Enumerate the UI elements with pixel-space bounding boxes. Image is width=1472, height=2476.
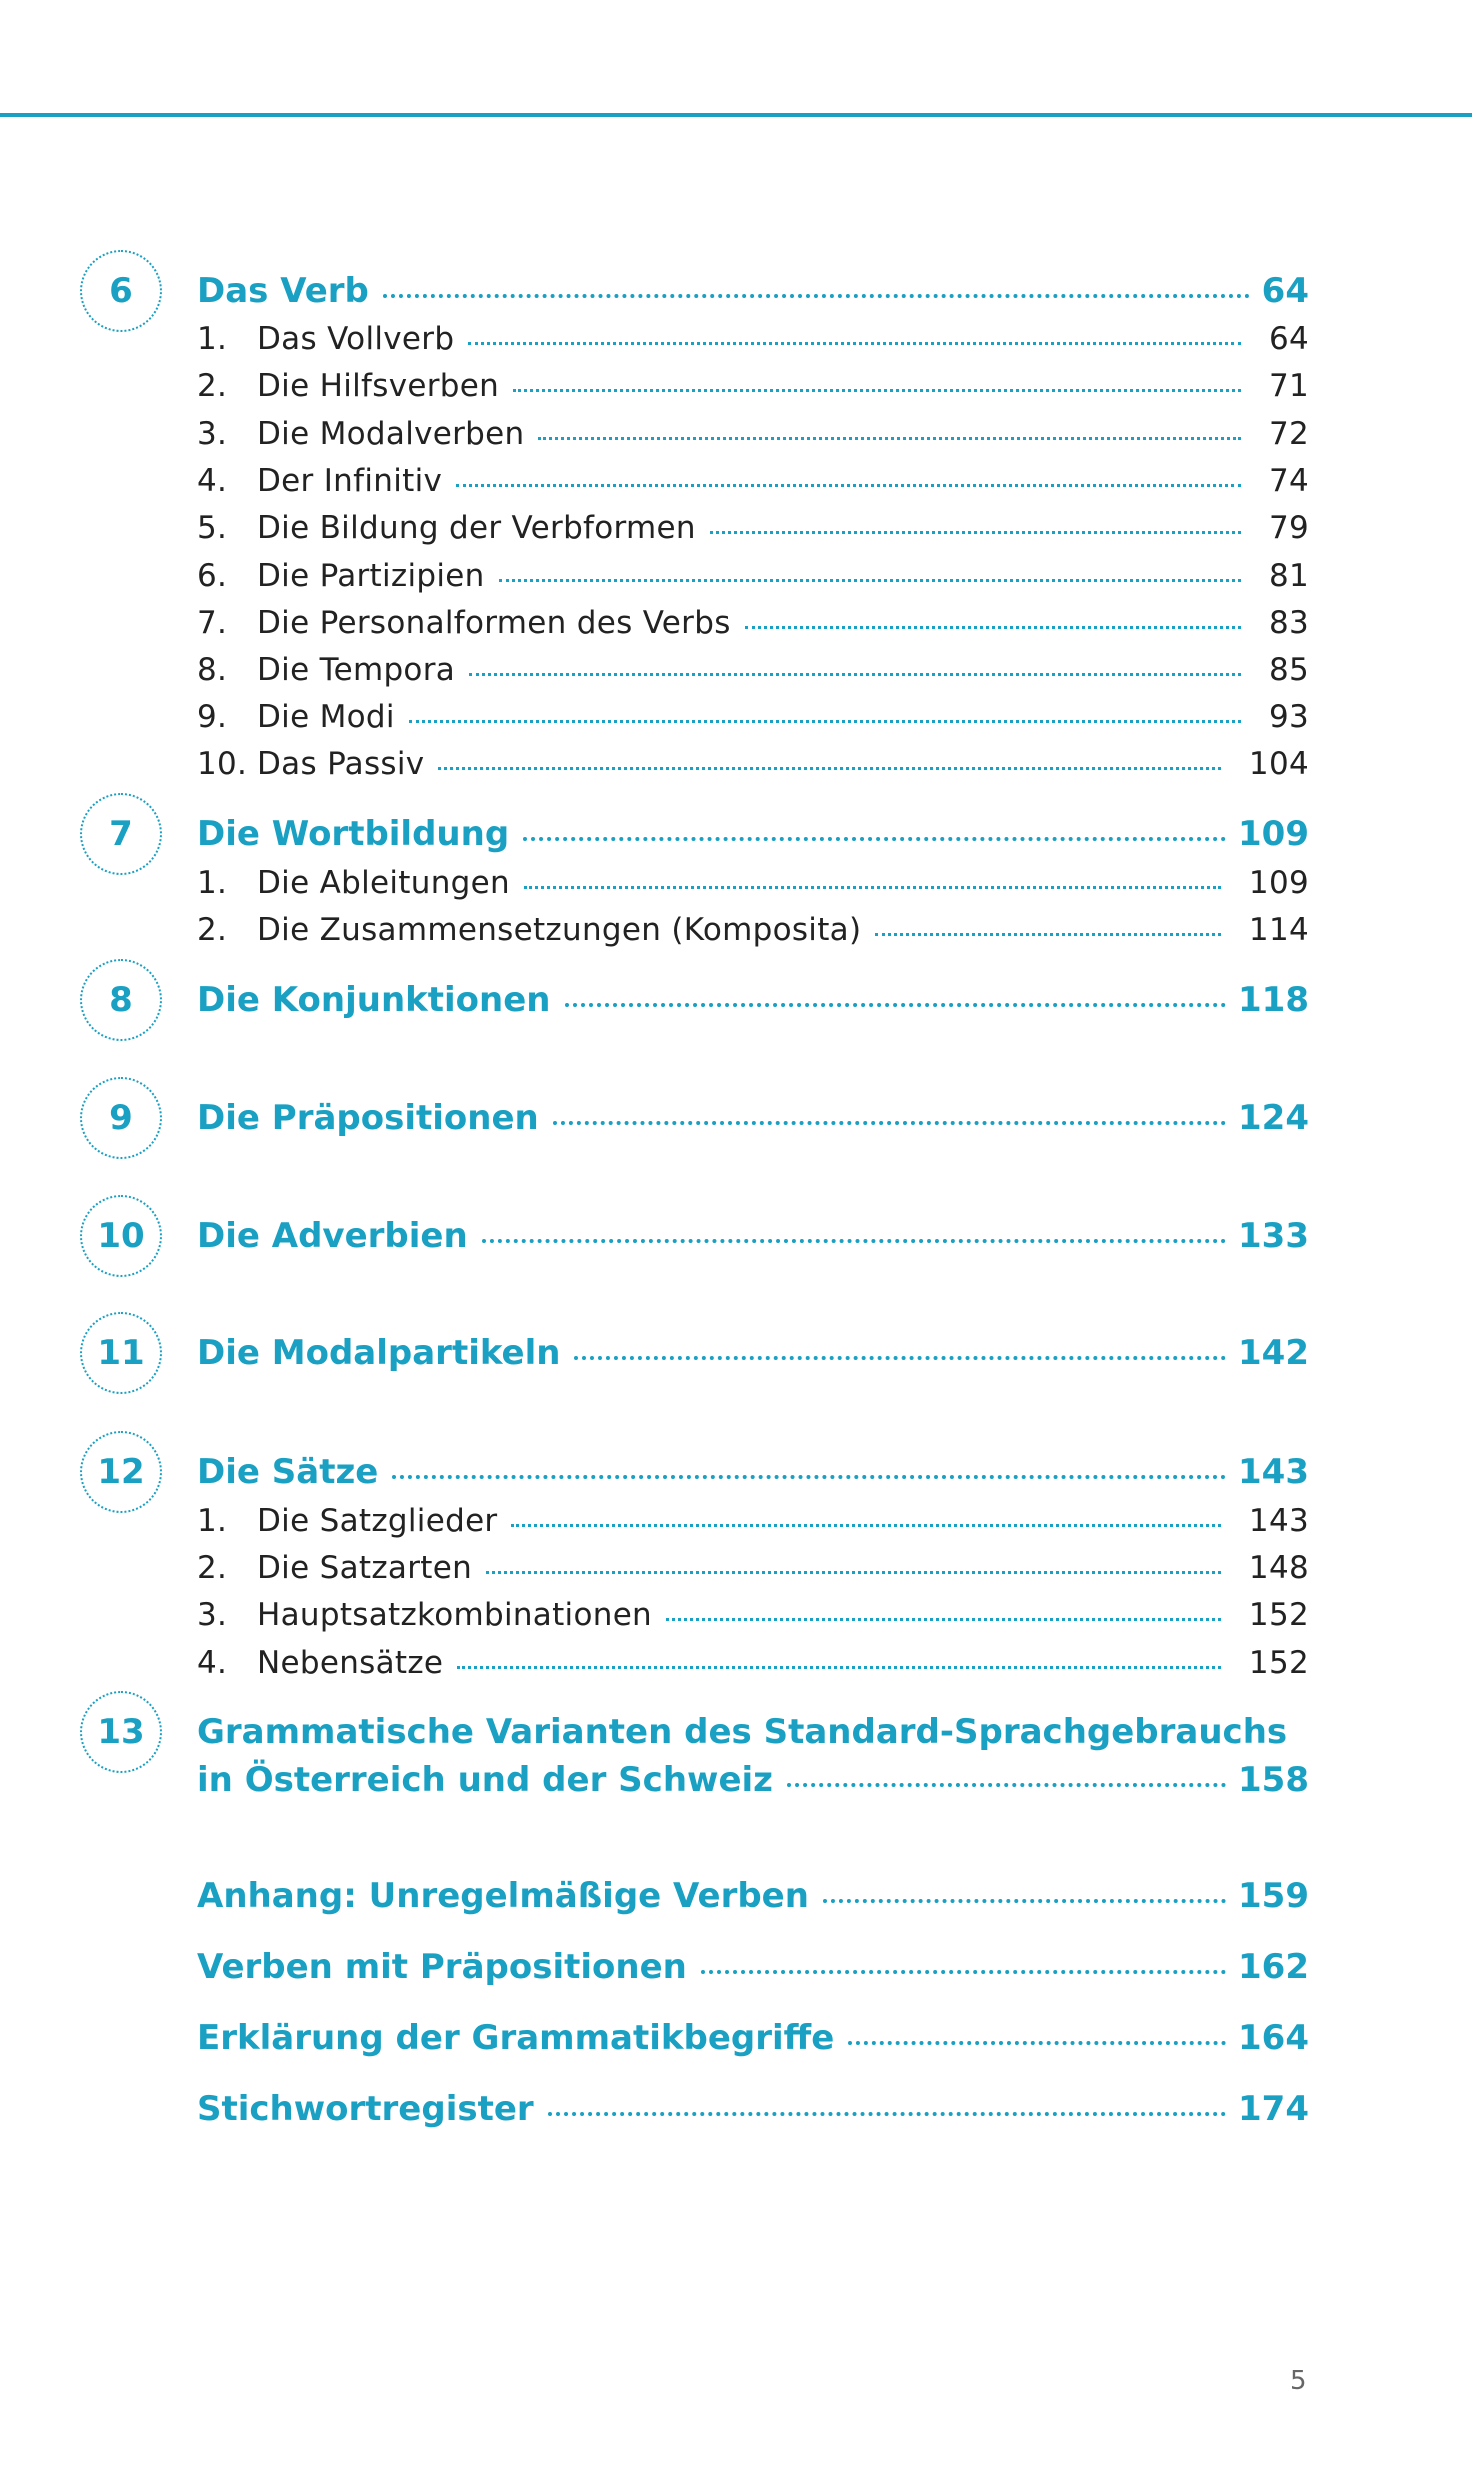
toc-chapter-entry[interactable] — [197, 1760, 1309, 1800]
dot-leader — [524, 886, 1221, 889]
dot-leader — [468, 342, 1241, 345]
section-number: 1. — [197, 865, 228, 901]
appendix-title: Stichwortregister — [197, 2089, 534, 2129]
section-number: 1. — [197, 321, 228, 357]
section-number: 8. — [197, 652, 228, 688]
chapter-number-badge — [80, 1431, 162, 1513]
chapter-title: Die Wortbildung — [197, 814, 510, 854]
toc-appendix-entry[interactable] — [197, 1947, 1309, 1987]
section-title: Die Partizipien — [257, 558, 485, 594]
chapter-title: Die Konjunktionen — [197, 980, 551, 1020]
section-number: 4. — [197, 463, 228, 499]
chapter-number: 11 — [97, 1333, 145, 1373]
section-page: 152 — [1248, 1597, 1309, 1633]
toc-section-entry[interactable] — [197, 368, 1309, 404]
header-rule — [0, 113, 1472, 117]
chapter-title: Die Modalpartikeln — [197, 1333, 561, 1373]
appendix-page: 162 — [1238, 1947, 1309, 1987]
toc-chapter-entry[interactable] — [197, 980, 1309, 1020]
section-page: 72 — [1268, 416, 1309, 452]
chapter-number: 12 — [97, 1452, 145, 1492]
toc-section-entry[interactable] — [197, 605, 1309, 641]
chapter-title: Die Präpositionen — [197, 1098, 539, 1138]
page-number: 5 — [1290, 2366, 1307, 2396]
chapter-page: 124 — [1238, 1098, 1309, 1138]
chapter-number: 6 — [109, 271, 133, 311]
chapter-number-badge — [80, 793, 162, 875]
chapter-number: 7 — [109, 814, 133, 854]
toc-chapter-entry[interactable] — [197, 1098, 1309, 1138]
dot-leader — [409, 720, 1241, 723]
section-number: 3. — [197, 1597, 228, 1633]
section-title: Das Vollverb — [257, 321, 455, 357]
appendix-page: 159 — [1238, 1876, 1309, 1916]
toc-section-entry[interactable] — [197, 416, 1309, 452]
section-title: Die Zusammensetzungen (Komposita) — [257, 912, 862, 948]
section-title: Die Tempora — [257, 652, 456, 688]
toc-section-entry[interactable] — [197, 1645, 1309, 1681]
chapter-number-badge — [80, 1195, 162, 1277]
toc-appendix-entry[interactable] — [197, 2018, 1309, 2058]
section-title: Die Hilfsverben — [257, 368, 500, 404]
section-title: Die Bildung der Verbformen — [257, 510, 696, 546]
dot-leader — [383, 294, 1250, 298]
toc-section-entry[interactable] — [197, 699, 1309, 735]
section-page: 71 — [1268, 368, 1309, 404]
dot-leader — [553, 1121, 1226, 1125]
chapter-page: 133 — [1238, 1216, 1309, 1256]
section-title: Die Modi — [257, 699, 395, 735]
appendix-page: 174 — [1238, 2089, 1309, 2129]
dot-leader — [523, 837, 1226, 841]
toc-section-entry[interactable] — [197, 1550, 1309, 1586]
dot-leader — [457, 1666, 1221, 1669]
toc-chapter-entry[interactable] — [197, 271, 1309, 311]
toc-section-entry[interactable] — [197, 321, 1309, 357]
dot-leader — [538, 437, 1240, 440]
toc-section-entry[interactable] — [197, 1503, 1309, 1539]
dot-leader — [392, 1475, 1226, 1479]
section-title: Die Ableitungen — [257, 865, 510, 901]
toc-appendix-entry[interactable] — [197, 1876, 1309, 1916]
section-number: 2. — [197, 368, 228, 404]
section-number: 10. — [197, 746, 248, 782]
toc-chapter-entry[interactable] — [197, 814, 1309, 854]
section-page: 83 — [1268, 605, 1309, 641]
appendix-title: Anhang: Unregelmäßige Verben — [197, 1876, 809, 1916]
dot-leader — [513, 389, 1241, 392]
dot-leader — [456, 484, 1241, 487]
toc-section-entry[interactable] — [197, 912, 1309, 948]
section-number: 9. — [197, 699, 228, 735]
chapter-title: Die Adverbien — [197, 1216, 468, 1256]
section-number: 5. — [197, 510, 228, 546]
section-page: 74 — [1268, 463, 1309, 499]
toc-section-entry[interactable] — [197, 746, 1309, 782]
chapter-number: 10 — [97, 1216, 145, 1256]
dot-leader — [438, 767, 1220, 770]
dot-leader — [823, 1899, 1226, 1903]
section-number: 7. — [197, 605, 228, 641]
section-page: 81 — [1268, 558, 1309, 594]
toc-chapter-entry[interactable] — [197, 1452, 1309, 1492]
dot-leader — [787, 1783, 1226, 1787]
appendix-page: 164 — [1238, 2018, 1309, 2058]
dot-leader — [548, 2112, 1226, 2116]
chapter-number: 9 — [109, 1098, 133, 1138]
dot-leader — [499, 579, 1241, 582]
section-page: 114 — [1248, 912, 1309, 948]
chapter-page: 109 — [1238, 814, 1309, 854]
dot-leader — [875, 933, 1221, 936]
toc-section-entry[interactable] — [197, 510, 1309, 546]
section-title: Das Passiv — [257, 746, 425, 782]
toc-section-entry[interactable] — [197, 558, 1309, 594]
section-number: 6. — [197, 558, 228, 594]
section-number: 3. — [197, 416, 228, 452]
appendix-title: Erklärung der Grammatikbegriffe — [197, 2018, 835, 2058]
toc-chapter-entry[interactable] — [197, 1333, 1309, 1373]
chapter-page: 143 — [1238, 1452, 1309, 1492]
chapter-number: 13 — [97, 1712, 145, 1752]
dot-leader — [565, 1003, 1227, 1007]
section-page: 143 — [1248, 1503, 1309, 1539]
toc-section-entry[interactable] — [197, 865, 1309, 901]
chapter-page: 158 — [1238, 1760, 1309, 1800]
section-title: Hauptsatzkombinationen — [257, 1597, 653, 1633]
section-page: 64 — [1268, 321, 1309, 357]
section-title: Der Infinitiv — [257, 463, 443, 499]
dot-leader — [710, 531, 1241, 534]
section-title: Die Personalformen des Verbs — [257, 605, 731, 641]
chapter-number: 8 — [109, 980, 133, 1020]
chapter-page: 142 — [1238, 1333, 1309, 1373]
section-title: Die Satzarten — [257, 1550, 473, 1586]
section-page: 109 — [1248, 865, 1309, 901]
toc-section-entry[interactable] — [197, 652, 1309, 688]
chapter-title: Grammatische Varianten des Standard-Sprachgebrauchs — [197, 1712, 1288, 1752]
chapter-number-badge — [80, 250, 162, 332]
section-number: 2. — [197, 1550, 228, 1586]
chapter-number-badge — [80, 1691, 162, 1773]
dot-leader — [511, 1524, 1220, 1527]
dot-leader — [745, 626, 1241, 629]
section-page: 85 — [1268, 652, 1309, 688]
section-page: 148 — [1248, 1550, 1309, 1586]
dot-leader — [469, 673, 1241, 676]
dot-leader — [482, 1239, 1226, 1243]
section-page: 79 — [1268, 510, 1309, 546]
chapter-page: 118 — [1238, 980, 1309, 1020]
section-title: Die Satzglieder — [257, 1503, 498, 1539]
dot-leader — [666, 1618, 1221, 1621]
chapter-number-badge — [80, 1312, 162, 1394]
chapter-title: in Österreich und der Schweiz — [197, 1760, 773, 1800]
section-title: Die Modalverben — [257, 416, 525, 452]
dot-leader — [574, 1356, 1226, 1360]
dot-leader — [701, 1970, 1226, 1974]
section-page: 152 — [1248, 1645, 1309, 1681]
section-number: 1. — [197, 1503, 228, 1539]
section-page: 104 — [1248, 746, 1309, 782]
toc-chapter-title-line1[interactable] — [197, 1712, 1309, 1752]
section-title: Nebensätze — [257, 1645, 444, 1681]
chapter-page: 64 — [1261, 271, 1309, 311]
dot-leader — [848, 2041, 1226, 2045]
section-number: 2. — [197, 912, 228, 948]
toc-appendix-entry[interactable] — [197, 2089, 1309, 2129]
chapter-title: Die Sätze — [197, 1452, 379, 1492]
toc-chapter-entry[interactable] — [197, 1216, 1309, 1256]
section-number: 4. — [197, 1645, 228, 1681]
chapter-title: Das Verb — [197, 271, 369, 311]
section-page: 93 — [1268, 699, 1309, 735]
chapter-number-badge — [80, 959, 162, 1041]
toc-section-entry[interactable] — [197, 463, 1309, 499]
dot-leader — [486, 1571, 1221, 1574]
appendix-title: Verben mit Präpositionen — [197, 1947, 687, 1987]
chapter-number-badge — [80, 1077, 162, 1159]
toc-section-entry[interactable] — [197, 1597, 1309, 1633]
